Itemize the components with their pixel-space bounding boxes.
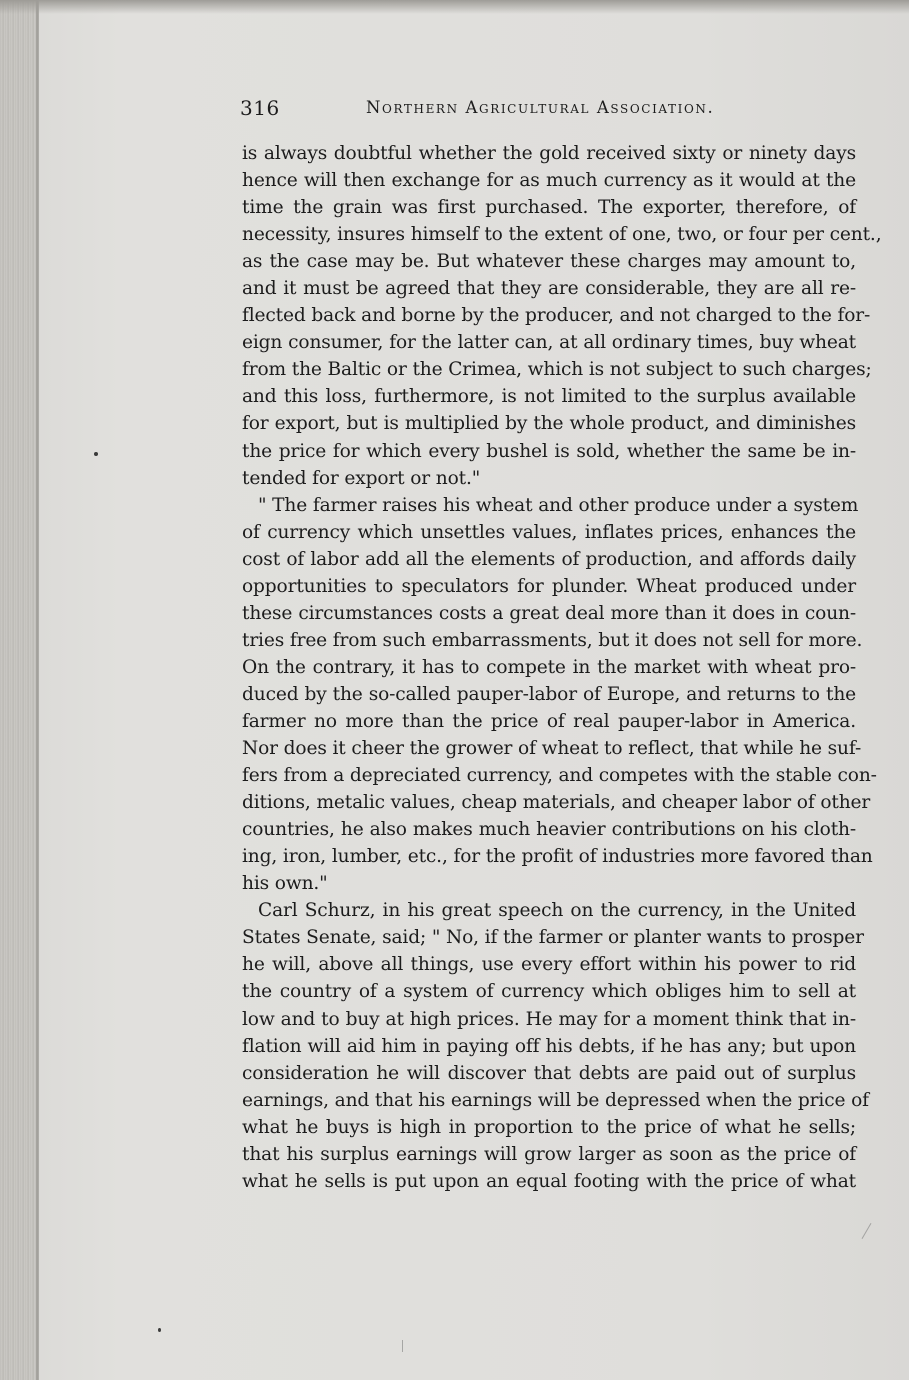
body-text (242, 140, 882, 1195)
text-line: Nor does it cheer the grower of wheat to reflect, that while he suf- (242, 738, 862, 760)
text-line: the price for which every bushel is sold, whether the same be in- (242, 440, 856, 462)
text-line: tended for export or not." (242, 467, 481, 489)
book-binding (0, 0, 38, 1380)
page-number: 316 (240, 96, 280, 120)
paper-mark (402, 1340, 403, 1352)
ink-speck (158, 1328, 161, 1332)
binding-edge (36, 0, 39, 1380)
text-line: eign consumer, for the latter can, at all ordinary times, buy wheat (242, 332, 856, 354)
text-line: for export, but is multiplied by the whole product, and diminishes (242, 413, 856, 435)
text-line: necessity, insures himself to the extent of one, two, or four per cent., (242, 224, 882, 246)
running-title: Northern Agricultural Association. (366, 98, 715, 117)
page-header (240, 96, 800, 126)
text-line: his own." (242, 873, 328, 895)
text-line: cost of labor add all the elements of production, and affords daily (242, 548, 856, 570)
text-line: countries, he also makes much heavier contributions on his cloth- (242, 819, 856, 841)
top-shadow (0, 0, 909, 14)
text-line: earnings, and that his earnings will be depressed when the price of (242, 1089, 869, 1111)
text-line: he will, above all things, use every effort within his power to rid (242, 954, 856, 976)
paper-mark (862, 1223, 872, 1239)
text-line: farmer no more than the price of real pauper-labor in America. (242, 710, 856, 732)
text-line: what he buys is high in proportion to the price of what he sells; (242, 1116, 856, 1138)
text-line: On the contrary, it has to compete in the market with wheat pro- (242, 656, 856, 678)
text-line: hence will then exchange for as much currency as it would at the (242, 170, 856, 192)
text-line: these circumstances costs a great deal more than it does in coun- (242, 602, 856, 624)
text-line: Carl Schurz, in his great speech on the currency, in the United (258, 900, 856, 922)
text-line: duced by the so-called pauper-labor of Europe, and returns to the (242, 683, 856, 705)
text-line: as the case may be. But whatever these charges may amount to, (242, 251, 856, 273)
text-line: and this loss, furthermore, is not limited to the surplus available (242, 386, 856, 408)
text-line: tries free from such embarrassments, but it does not sell for more. (242, 629, 863, 651)
text-line: the country of a system of currency which obliges him to sell at (242, 981, 856, 1003)
text-line: is always doubtful whether the gold received sixty or ninety days (242, 143, 856, 164)
text-line: ditions, metalic values, cheap materials, and cheaper labor of other (242, 792, 871, 814)
text-line: and it must be agreed that they are considerable, they are all re- (242, 278, 856, 300)
text-line: of currency which unsettles values, inflates prices, enhances the (242, 521, 856, 543)
text-line: " The farmer raises his wheat and other produce under a system (258, 494, 859, 516)
text-line: time the grain was first purchased. The exporter, therefore, of (242, 197, 856, 219)
text-line: flation will aid him in paying off his debts, if he has any; but upon (242, 1035, 856, 1057)
text-line: flected back and borne by the producer, and not charged to the for- (242, 305, 871, 327)
text-line: consideration he will discover that debts are paid out of surplus (242, 1062, 856, 1084)
text-line: that his surplus earnings will grow larger as soon as the price of (242, 1143, 856, 1165)
text-line: fers from a depreciated currency, and competes with the stable con- (242, 765, 877, 787)
text-line: ing, iron, lumber, etc., for the profit of industries more favored than (242, 846, 873, 868)
text-line: opportunities to speculators for plunder. Wheat produced under (242, 575, 856, 597)
text-line: States Senate, said; " No, if the farmer or planter wants to prosper (242, 927, 864, 949)
text-line: from the Baltic or the Crimea, which is not subject to such charges; (242, 359, 872, 381)
text-line: low and to buy at high prices. He may for a moment think that in- (242, 1008, 856, 1030)
ink-speck (94, 452, 98, 456)
text-line: what he sells is put upon an equal footing with the price of what (242, 1170, 856, 1192)
